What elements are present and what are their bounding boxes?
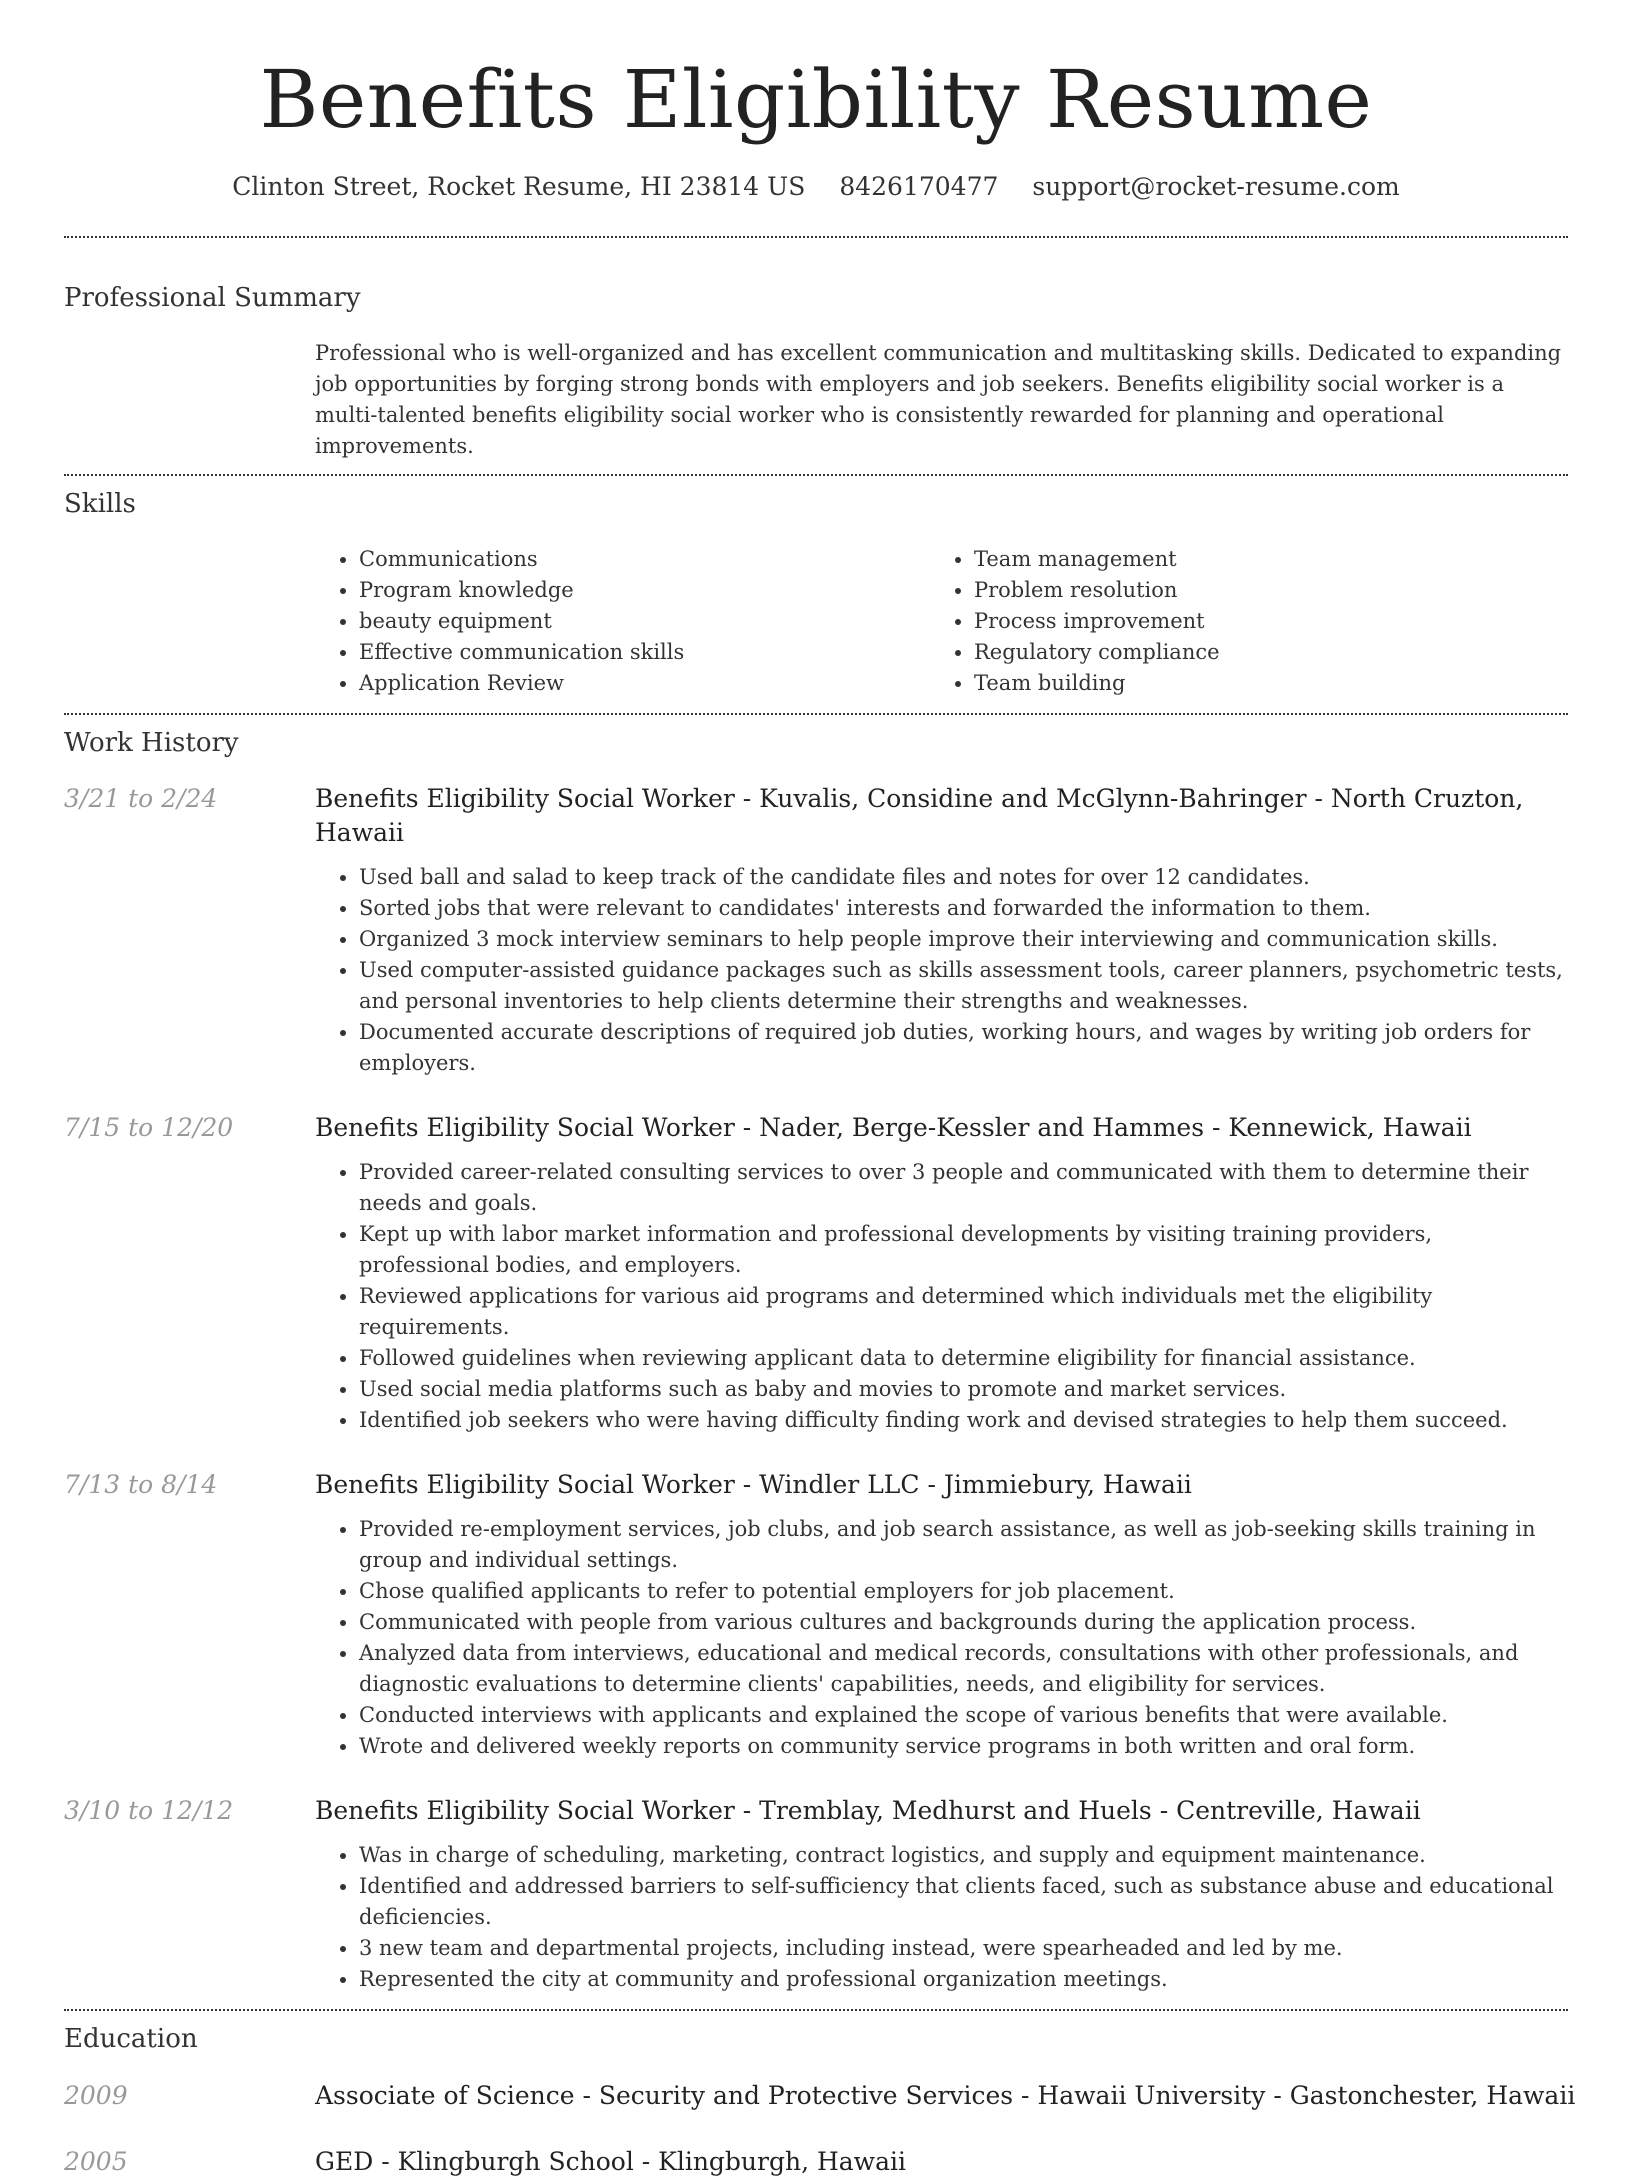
education-year: 2009 xyxy=(64,2081,128,2111)
job-title: Benefits Eligibility Social Worker - Tremblay, Medhurst and Huels - Centreville, Hawaii xyxy=(315,1796,1421,1826)
job-bullet: • 3 new team and departmental projects, including instead, were spearheaded and led by me. xyxy=(359,1933,1568,1964)
education-year: 2005 xyxy=(64,2147,128,2177)
skill-item: • Problem resolution xyxy=(974,575,1545,606)
skills-columns xyxy=(315,544,1568,699)
skills-section xyxy=(0,476,1632,713)
skill-item: • Communications xyxy=(359,544,930,575)
job-bullet: • Analyzed data from interviews, educational and medical records, consultations with other professionals, and diagnostic evaluations to determine clients' capabilities, needs, and eligibility for services. xyxy=(359,1638,1568,1700)
contact-line xyxy=(0,172,1632,201)
job-bullets xyxy=(315,862,1568,1079)
skill-item: • Process improvement xyxy=(974,606,1545,637)
job-bullet: • Conducted interviews with applicants and explained the scope of various benefits that were available. xyxy=(359,1700,1568,1731)
work-history-heading: Work History xyxy=(64,727,239,758)
education-entry xyxy=(0,2145,1632,2179)
skill-item: • Regulatory compliance xyxy=(974,637,1545,668)
skill-item: • Team management xyxy=(974,544,1545,575)
job-bullet: • Kept up with labor market information and professional developments by visiting training providers, professional bodies, and employers. xyxy=(359,1219,1568,1281)
job-bullets xyxy=(315,1157,1568,1436)
summary-section xyxy=(0,238,1632,474)
skills-heading: Skills xyxy=(64,488,136,519)
job-bullet: • Communicated with people from various cultures and backgrounds during the application process. xyxy=(359,1607,1568,1638)
job-dates: 7/15 to 12/20 xyxy=(64,1113,234,1143)
education-heading: Education xyxy=(64,2024,198,2055)
job-bullet: • Identified job seekers who were having difficulty finding work and devised strategies to help them succeed. xyxy=(359,1405,1568,1436)
job-bullet: • Wrote and delivered weekly reports on community service programs in both written and oral form. xyxy=(359,1731,1568,1762)
education-entry xyxy=(0,2079,1632,2113)
skill-item: • beauty equipment xyxy=(359,606,930,637)
job-bullets xyxy=(315,1840,1568,1995)
education-title: GED - Klingburgh School - Klingburgh, Hawaii xyxy=(315,2147,906,2177)
job-bullet: • Used computer-assisted guidance packages such as skills assessment tools, career planners, psychometric tests, and personal inventories to help clients determine their strengths and weaknesses. xyxy=(359,955,1568,1017)
job-entry xyxy=(0,1111,1632,1436)
education-title: Associate of Science - Security and Protective Services - Hawaii University - Gastonchester, Hawaii xyxy=(315,2081,1576,2111)
job-dates: 3/10 to 12/12 xyxy=(64,1796,234,1826)
contact-phone: 8426170477 xyxy=(839,172,999,201)
job-bullet: • Sorted jobs that were relevant to candidates' interests and forwarded the information to them. xyxy=(359,893,1568,924)
contact-email: support@rocket-resume.com xyxy=(1032,172,1400,201)
job-bullet: • Organized 3 mock interview seminars to help people improve their interviewing and communication skills. xyxy=(359,924,1568,955)
job-bullet: • Represented the city at community and professional organization meetings. xyxy=(359,1964,1568,1995)
job-entry xyxy=(0,1794,1632,1995)
job-bullet: • Provided career-related consulting services to over 3 people and communicated with them to determine their needs and goals. xyxy=(359,1157,1568,1219)
job-entry xyxy=(0,1468,1632,1762)
job-bullet: • Used social media platforms such as baby and movies to promote and market services. xyxy=(359,1374,1568,1405)
skills-list-left xyxy=(315,544,930,699)
education-section xyxy=(0,2011,1632,2179)
skills-list-right xyxy=(930,544,1545,699)
job-bullet: • Identified and addressed barriers to self-sufficiency that clients faced, such as substance abuse and educational deficiencies. xyxy=(359,1871,1568,1933)
contact-address: Clinton Street, Rocket Resume, HI 23814 US xyxy=(232,172,806,201)
job-title: Benefits Eligibility Social Worker - Kuvalis, Considine and McGlynn-Bahringer - North Cruzton, Hawaii xyxy=(315,784,1524,848)
job-bullet: • Chose qualified applicants to refer to potential employers for job placement. xyxy=(359,1576,1568,1607)
job-dates: 7/13 to 8/14 xyxy=(64,1470,218,1500)
job-bullet: • Documented accurate descriptions of required job duties, working hours, and wages by writing job orders for employers. xyxy=(359,1017,1568,1079)
job-dates: 3/21 to 2/24 xyxy=(64,784,218,814)
job-bullet: • Followed guidelines when reviewing applicant data to determine eligibility for financial assistance. xyxy=(359,1343,1568,1374)
skill-item: • Application Review xyxy=(359,668,930,699)
job-bullet: • Reviewed applications for various aid programs and determined which individuals met the eligibility requirements. xyxy=(359,1281,1568,1343)
job-bullet: • Provided re-employment services, job clubs, and job search assistance, as well as job-seeking skills training in group and individual settings. xyxy=(359,1514,1568,1576)
skill-item: • Effective communication skills xyxy=(359,637,930,668)
job-bullet: • Used ball and salad to keep track of the candidate files and notes for over 12 candidates. xyxy=(359,862,1568,893)
skill-item: • Program knowledge xyxy=(359,575,930,606)
job-title: Benefits Eligibility Social Worker - Windler LLC - Jimmiebury, Hawaii xyxy=(315,1470,1192,1500)
resume-header xyxy=(0,0,1632,201)
work-history-section xyxy=(0,715,1632,1996)
job-bullet: • Was in charge of scheduling, marketing, contract logistics, and supply and equipment maintenance. xyxy=(359,1840,1568,1871)
skill-item: • Team building xyxy=(974,668,1545,699)
job-entry xyxy=(0,782,1632,1079)
job-title: Benefits Eligibility Social Worker - Nader, Berge-Kessler and Hammes - Kennewick, Hawaii xyxy=(315,1113,1472,1143)
resume-title: Benefits Eligibility Resume xyxy=(259,53,1373,146)
job-bullets xyxy=(315,1514,1568,1762)
summary-heading: Professional Summary xyxy=(64,283,361,313)
summary-text: Professional who is well-organized and has excellent communication and multitasking skills. Dedicated to expanding job opportunities by forging strong bonds with employers and job seekers. Benefits eligibility social worker is a multi-talented benefits eligibility social worker who is consistently rewarded for planning and operational improvements. xyxy=(315,340,1562,458)
